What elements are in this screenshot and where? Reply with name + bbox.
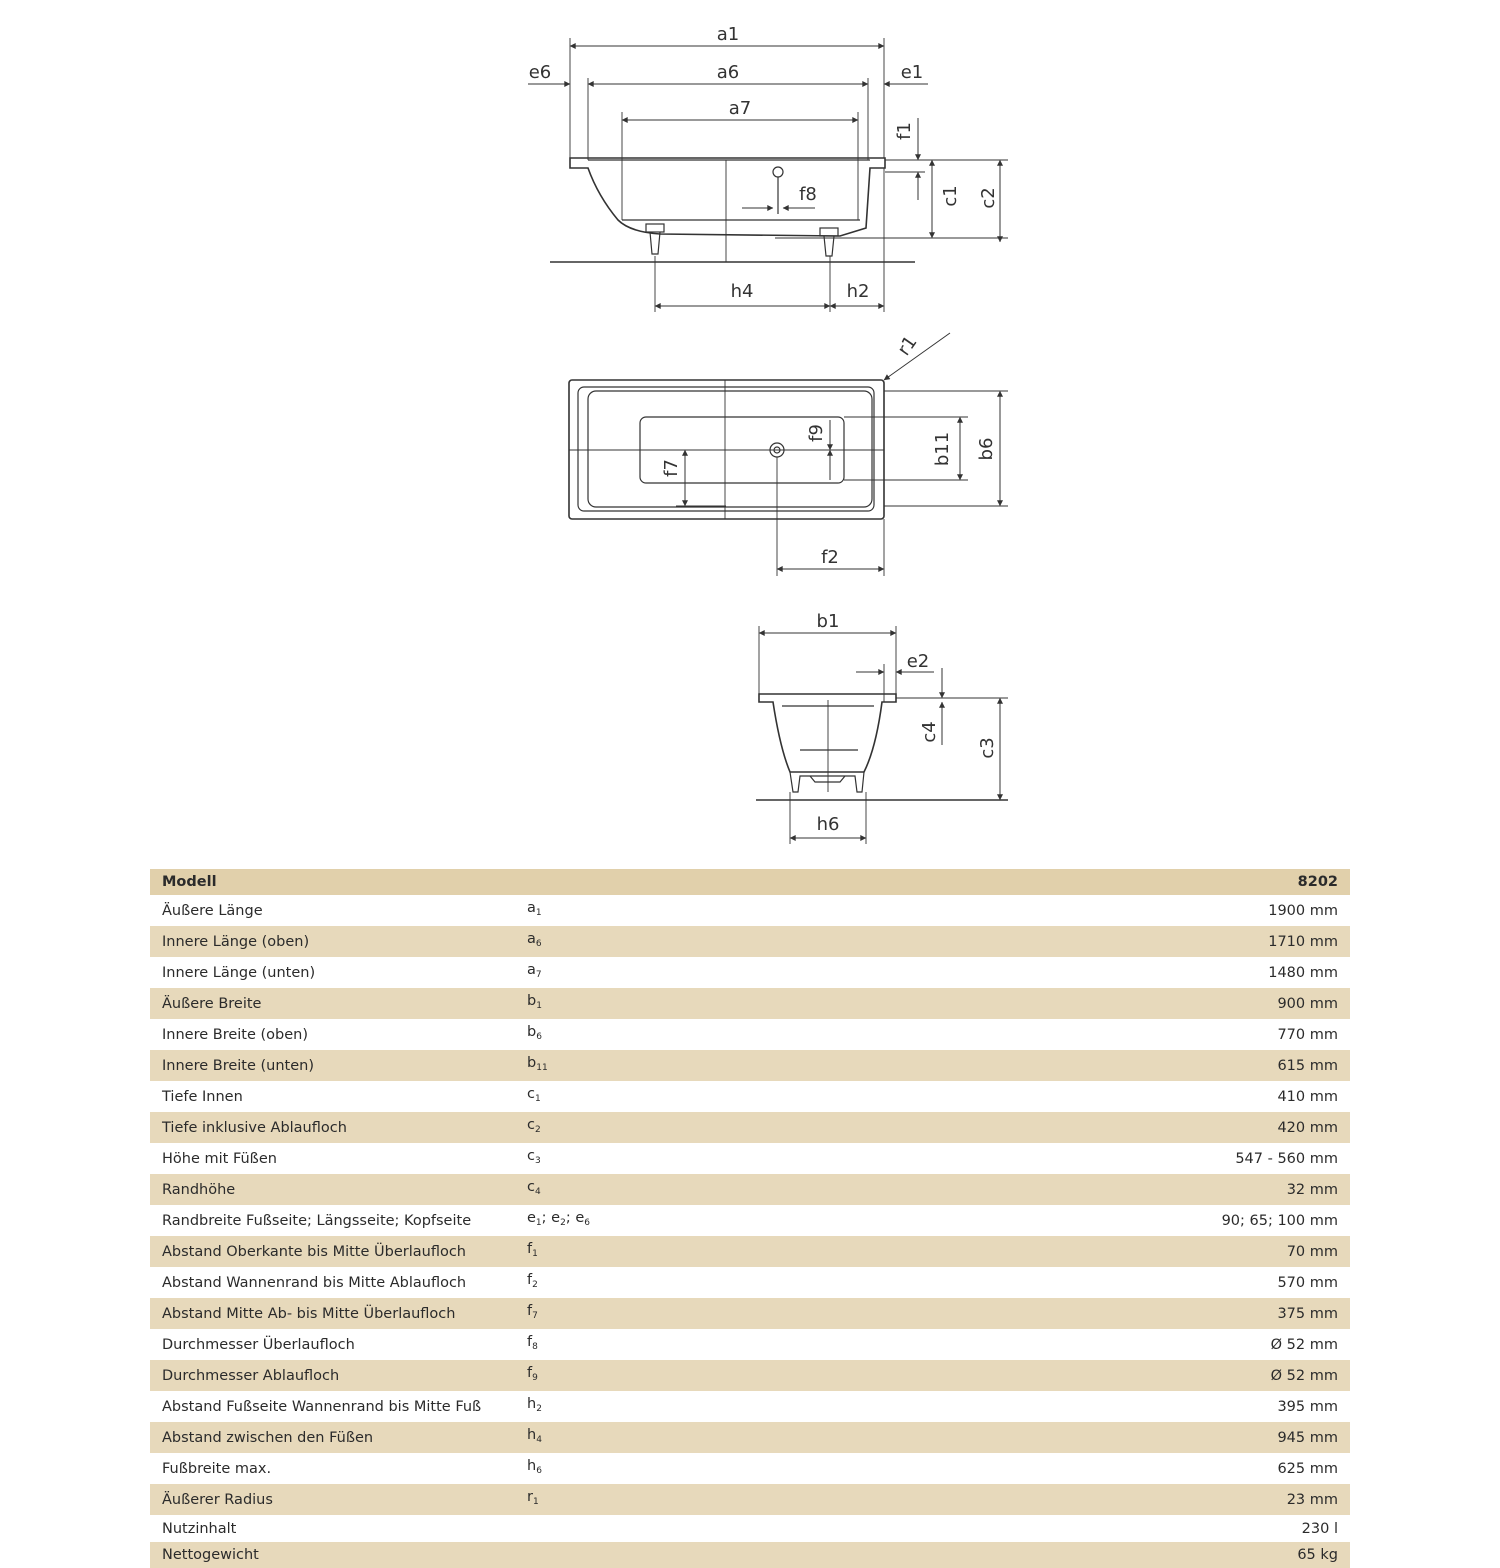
label-e6: e6	[528, 62, 552, 83]
symbol-letter: a	[527, 962, 536, 979]
row-label: Tiefe Innen	[162, 1088, 243, 1105]
row-value: Ø 52 mm	[815, 1360, 1350, 1391]
label-c2: c2	[978, 187, 999, 209]
row-symbol	[515, 1542, 815, 1568]
label-c4: c4	[919, 721, 940, 743]
symbol-letter: f	[527, 1241, 533, 1258]
symbol-letter: c	[527, 1179, 535, 1196]
table-row	[150, 1360, 1350, 1391]
table-row	[150, 1453, 1350, 1484]
table-row	[150, 1174, 1350, 1205]
row-value: 23 mm	[815, 1484, 1350, 1515]
row-label: Randbreite Fußseite; Längsseite; Kopfseite	[162, 1212, 472, 1229]
label-c3: c3	[977, 737, 998, 759]
symbol-index: 1	[536, 1001, 542, 1012]
row-value: 1710 mm	[815, 926, 1350, 957]
symbol-letter: a	[527, 900, 536, 917]
table-row	[150, 1236, 1350, 1267]
table-row	[150, 1112, 1350, 1143]
row-symbol	[515, 1298, 815, 1329]
row-label: Innere Länge (oben)	[150, 926, 515, 957]
row-label: Abstand Mitte Ab- bis Mitte Überlaufloch	[150, 1298, 515, 1329]
symbol-letter: e	[575, 1210, 585, 1227]
row-symbol	[515, 1143, 815, 1174]
symbol-index: 8	[532, 1342, 538, 1353]
label-a1: a1	[716, 24, 740, 45]
symbol-letter: r	[527, 1489, 533, 1506]
row-value: 230 l	[1301, 1520, 1338, 1537]
header-symbol	[515, 869, 815, 895]
row-symbol	[515, 1453, 815, 1484]
row-value: 1480 mm	[1268, 964, 1338, 981]
label-h2: h2	[846, 281, 870, 302]
side-view-labels	[529, 24, 999, 302]
table-row	[150, 1329, 1350, 1360]
symbol-index: 2	[560, 1218, 566, 1229]
symbol-index: 1	[532, 1497, 539, 1508]
row-label: Abstand Wannenrand bis Mitte Ablaufloch	[162, 1274, 467, 1291]
header-label: Modell	[150, 869, 515, 895]
row-symbol	[515, 1267, 815, 1298]
symbol-index: 1	[532, 1249, 538, 1260]
row-symbol	[515, 1205, 815, 1236]
row-symbol	[515, 1174, 815, 1205]
table-row	[150, 957, 1350, 988]
label-f7: f7	[661, 459, 682, 477]
table-row	[150, 1515, 1350, 1541]
table-row	[150, 1205, 1350, 1236]
row-value: 70 mm	[815, 1236, 1350, 1267]
row-symbol	[515, 1360, 815, 1391]
row-value: 1900 mm	[1268, 902, 1338, 919]
end-view	[756, 626, 1008, 844]
row-value: 547 - 560 mm	[1235, 1150, 1338, 1167]
symbol-separator: ;	[541, 1210, 552, 1227]
label-e1: e1	[900, 62, 924, 83]
symbol-letter: e	[527, 1210, 536, 1227]
table-row	[150, 1081, 1350, 1112]
symbol-letter: f	[527, 1272, 533, 1289]
row-symbol	[515, 1019, 815, 1050]
row-symbol	[515, 1515, 815, 1541]
row-label: Höhe mit Füßen	[162, 1150, 277, 1167]
row-value: 945 mm	[815, 1422, 1350, 1453]
table-row	[150, 1422, 1350, 1453]
row-label: Nettogewicht	[150, 1542, 515, 1568]
symbol-index: 6	[536, 1466, 542, 1477]
table-row	[150, 1019, 1350, 1050]
symbol-index: 1	[535, 1218, 542, 1229]
row-label: Innere Länge (unten)	[162, 964, 316, 981]
row-symbol	[515, 1081, 815, 1112]
row-value: 900 mm	[815, 988, 1350, 1019]
row-label: Äußerer Radius	[150, 1484, 515, 1515]
row-label: Durchmesser Ablaufloch	[150, 1360, 515, 1391]
symbol-index: 1	[535, 908, 542, 919]
label-f2: f2	[821, 547, 839, 568]
table-row	[150, 1267, 1350, 1298]
symbol-index: 2	[532, 1280, 538, 1291]
symbol-index: 4	[536, 1435, 542, 1446]
symbol-letter: b	[527, 1055, 537, 1072]
label-b6: b6	[976, 437, 997, 461]
row-label: Nutzinhalt	[162, 1520, 237, 1537]
row-value: 65 kg	[815, 1542, 1350, 1568]
symbol-index: 11	[536, 1063, 548, 1074]
table-row	[150, 988, 1350, 1019]
row-label: Fußbreite max.	[162, 1460, 272, 1477]
row-label: Tiefe inklusive Ablaufloch	[150, 1112, 515, 1143]
header-model: 8202	[815, 869, 1350, 895]
symbol-index: 4	[534, 1187, 541, 1198]
end-view-labels	[817, 611, 998, 835]
row-value: 420 mm	[815, 1112, 1350, 1143]
table-row	[150, 926, 1350, 957]
label-c1: c1	[940, 185, 961, 207]
table-header-row	[150, 869, 1350, 895]
label-e2: e2	[906, 651, 930, 672]
symbol-separator: ;	[565, 1210, 576, 1227]
label-a6: a6	[716, 62, 740, 83]
row-symbol	[515, 926, 815, 957]
symbol-index: 2	[536, 1404, 542, 1415]
row-value: 625 mm	[1277, 1460, 1338, 1477]
symbol-letter: h	[527, 1396, 537, 1413]
label-h4: h4	[730, 281, 754, 302]
row-value: 770 mm	[1277, 1026, 1338, 1043]
symbol-index: 6	[536, 1032, 542, 1043]
table-row	[150, 1050, 1350, 1081]
symbol-index: 3	[534, 1156, 541, 1167]
symbol-letter: b	[527, 993, 537, 1010]
row-label: Äußere Breite	[150, 988, 515, 1019]
symbol-index: 1	[534, 1094, 541, 1105]
table-row	[150, 1143, 1350, 1174]
row-label: Randhöhe	[150, 1174, 515, 1205]
symbol-letter: f	[527, 1303, 533, 1320]
row-label: Innere Breite (unten)	[150, 1050, 515, 1081]
symbol-index: 2	[534, 1125, 541, 1136]
symbol-letter: b	[527, 1024, 537, 1041]
label-h6: h6	[816, 814, 840, 835]
label-r1: r1	[893, 332, 922, 360]
row-symbol	[515, 1422, 815, 1453]
table-row	[150, 1298, 1350, 1329]
label-f8: f8	[799, 184, 817, 205]
symbol-letter: c	[527, 1086, 535, 1103]
row-label: Innere Breite (oben)	[162, 1026, 309, 1043]
symbol-letter: f	[527, 1365, 533, 1382]
row-symbol	[515, 1050, 815, 1081]
label-f9: f9	[806, 424, 827, 442]
symbol-index: 6	[584, 1218, 590, 1229]
symbol-letter: f	[527, 1334, 533, 1351]
row-symbol	[515, 1112, 815, 1143]
row-value: 570 mm	[1277, 1274, 1338, 1291]
row-label: Abstand Fußseite Wannenrand bis Mitte Fuß	[162, 1398, 482, 1415]
row-symbol	[515, 1236, 815, 1267]
row-label: Äußere Länge	[162, 902, 263, 919]
row-value: 90; 65; 100 mm	[1221, 1212, 1338, 1229]
row-value: 615 mm	[815, 1050, 1350, 1081]
symbol-letter: h	[527, 1427, 537, 1444]
symbol-letter: h	[527, 1458, 537, 1475]
row-symbol	[515, 1329, 815, 1360]
row-symbol	[515, 1391, 815, 1422]
row-label: Abstand Oberkante bis Mitte Überlaufloch	[150, 1236, 515, 1267]
symbol-index: 7	[535, 970, 542, 981]
row-label: Durchmesser Überlaufloch	[162, 1336, 355, 1353]
side-view	[528, 38, 1008, 312]
row-label: Abstand zwischen den Füßen	[150, 1422, 515, 1453]
symbol-letter: c	[527, 1117, 535, 1134]
spec-table	[150, 869, 1350, 1568]
row-value: 410 mm	[1277, 1088, 1338, 1105]
table-row	[150, 1391, 1350, 1422]
table-row	[150, 1542, 1350, 1568]
label-a7: a7	[728, 98, 752, 119]
symbol-letter: a	[527, 931, 536, 948]
symbol-letter: e	[551, 1210, 561, 1227]
row-value: 375 mm	[815, 1298, 1350, 1329]
symbol-letter: c	[527, 1148, 535, 1165]
label-f1: f1	[894, 122, 915, 140]
row-symbol	[515, 895, 815, 926]
row-value: 32 mm	[815, 1174, 1350, 1205]
row-symbol	[515, 988, 815, 1019]
label-b1: b1	[816, 611, 840, 632]
row-value: 395 mm	[1277, 1398, 1338, 1415]
label-b11: b11	[932, 431, 953, 467]
symbol-index: 9	[532, 1373, 538, 1384]
row-symbol	[515, 957, 815, 988]
symbol-index: 6	[535, 939, 542, 950]
table-row	[150, 895, 1350, 926]
symbol-index: 7	[532, 1311, 538, 1322]
row-value: Ø 52 mm	[1270, 1336, 1338, 1353]
